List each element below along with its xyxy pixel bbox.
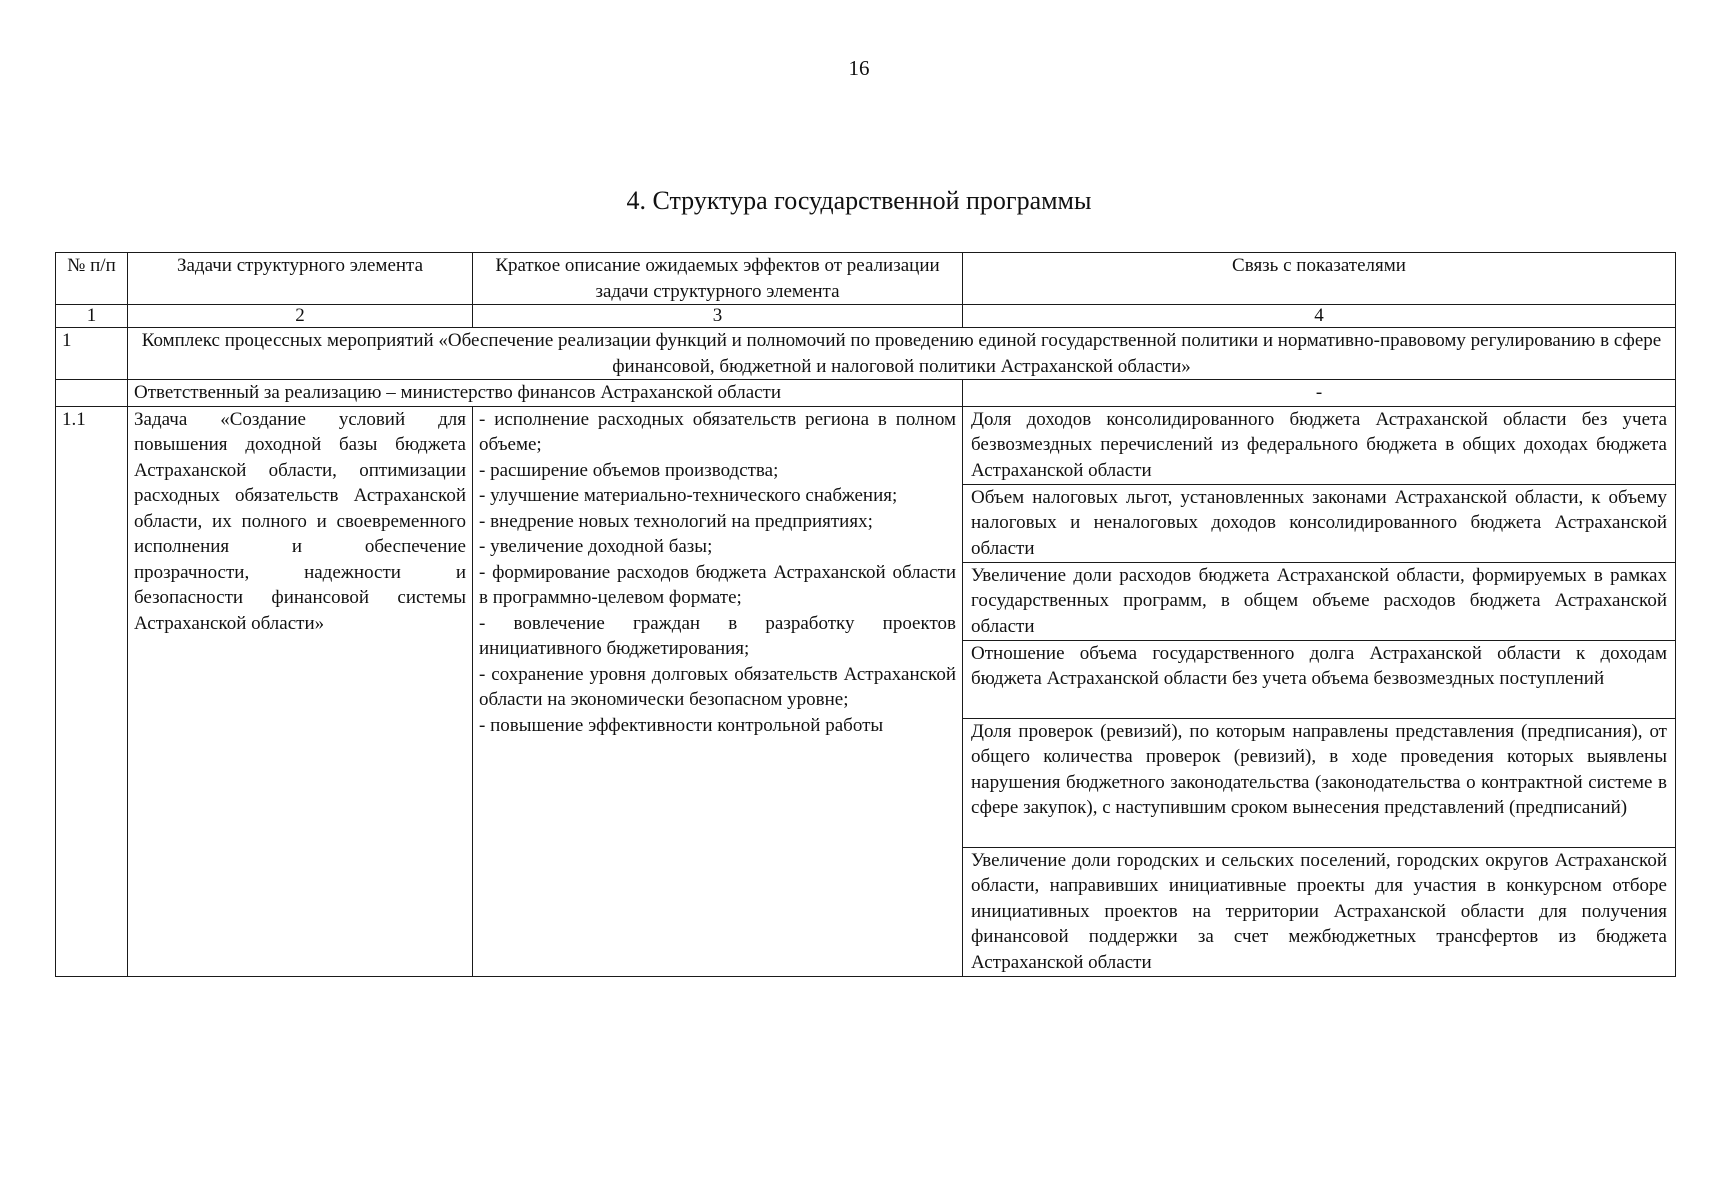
responsible-row (56, 380, 1676, 407)
header-number: № п/п (56, 253, 128, 305)
indicator-item: Доля доходов консолидированного бюджета Астраханской области без учета безвозмездных перечислений из федерального бюджета в общих доходах бюджета Астраханской области (963, 407, 1675, 485)
task-number: 1.1 (56, 406, 128, 976)
header-tasks: Задачи структурного элемента (128, 253, 473, 305)
task-indicators (963, 406, 1676, 976)
effect-item: - исполнение расходных обязательств региона в полном объеме; (479, 408, 956, 455)
column-number: 2 (128, 305, 473, 328)
header-effects: Краткое описание ожидаемых эффектов от реализации задачи структурного элемента (473, 253, 963, 305)
indicator-item: Доля проверок (ревизий), по которым направлены представления (предписания), от общего количества проверок (ревизий), в ходе проведения которых выявлены нарушения бюджетного законодательства (законодательства о контрактной системе в сфере закупок), с наступившим сроком вынесения представлений (предписаний) (963, 719, 1675, 848)
effect-item: - повышение эффективности контрольной работы (479, 714, 884, 736)
effect-item: - сохранение уровня долговых обязательств Астраханской области на экономически безопасном уровне; (479, 663, 956, 710)
effect-item: - вовлечение граждан в разработку проектов инициативного бюджетирования; (479, 612, 956, 659)
task-effects (473, 406, 963, 976)
effect-item: - формирование расходов бюджета Астраханской области в программно-целевом формате; (479, 561, 956, 608)
column-number: 1 (56, 305, 128, 328)
effect-item: - внедрение новых технологий на предприятиях; (479, 510, 873, 532)
task-description: Задача «Создание условий для повышения доходной базы бюджета Астраханской области, оптимизации расходных обязательств Астраханской области, их полного и своевременного исполнения и обеспечение прозрачности, надежности и безопасности финансовой системы Астраханской области» (128, 406, 473, 976)
empty-cell (56, 380, 128, 407)
complex-number: 1 (56, 328, 128, 380)
effect-item: - увеличение доходной базы; (479, 536, 713, 557)
column-number-row (56, 305, 1676, 328)
effect-item: - улучшение материально-технического снабжения; (479, 485, 898, 506)
header-indicators: Связь с показателями (963, 253, 1676, 305)
indicator-item: Увеличение доли расходов бюджета Астраханской области, формируемых в рамках государственных программ, в общем объеме расходов бюджета Астраханской области (963, 563, 1675, 641)
column-number: 3 (473, 305, 963, 328)
page-number: 16 (848, 56, 870, 80)
complex-title: Комплекс процессных мероприятий «Обеспечение реализации функций и полномочий по проведению единой государственной политики и нормативно-правовому регулированию в сфере финансовой, бюджетной и налоговой политики Астраханской области» (128, 328, 1676, 380)
responsible-link: - (963, 380, 1676, 407)
indicator-item: Отношение объема государственного долга Астраханской области к доходам бюджета Астраханской области без учета объема безвозмездных поступлений (963, 641, 1675, 719)
page-title: 4. Структура государственной программы (626, 186, 1092, 215)
indicator-item: Увеличение доли городских и сельских поселений, городских округов Астраханской области, направивших инициативные проекты для участия в конкурсном отборе инициативных проектов на территории Астраханской области для получения финансовой поддержки за счет межбюджетных трансфертов из бюджета Астраханской области (971, 849, 1667, 973)
task-row (56, 406, 1676, 976)
effect-item: - расширение объемов производства; (479, 459, 779, 481)
column-number: 4 (963, 305, 1676, 328)
indicator-item: Объем налоговых льгот, установленных законами Астраханской области, к объему налоговых и неналоговых доходов консолидированного бюджета Астраханской области (963, 485, 1675, 563)
table-header-row (56, 253, 1676, 305)
complex-row (56, 328, 1676, 380)
responsible-text: Ответственный за реализацию – министерство финансов Астраханской области (128, 380, 963, 407)
program-structure-table (55, 252, 1676, 977)
